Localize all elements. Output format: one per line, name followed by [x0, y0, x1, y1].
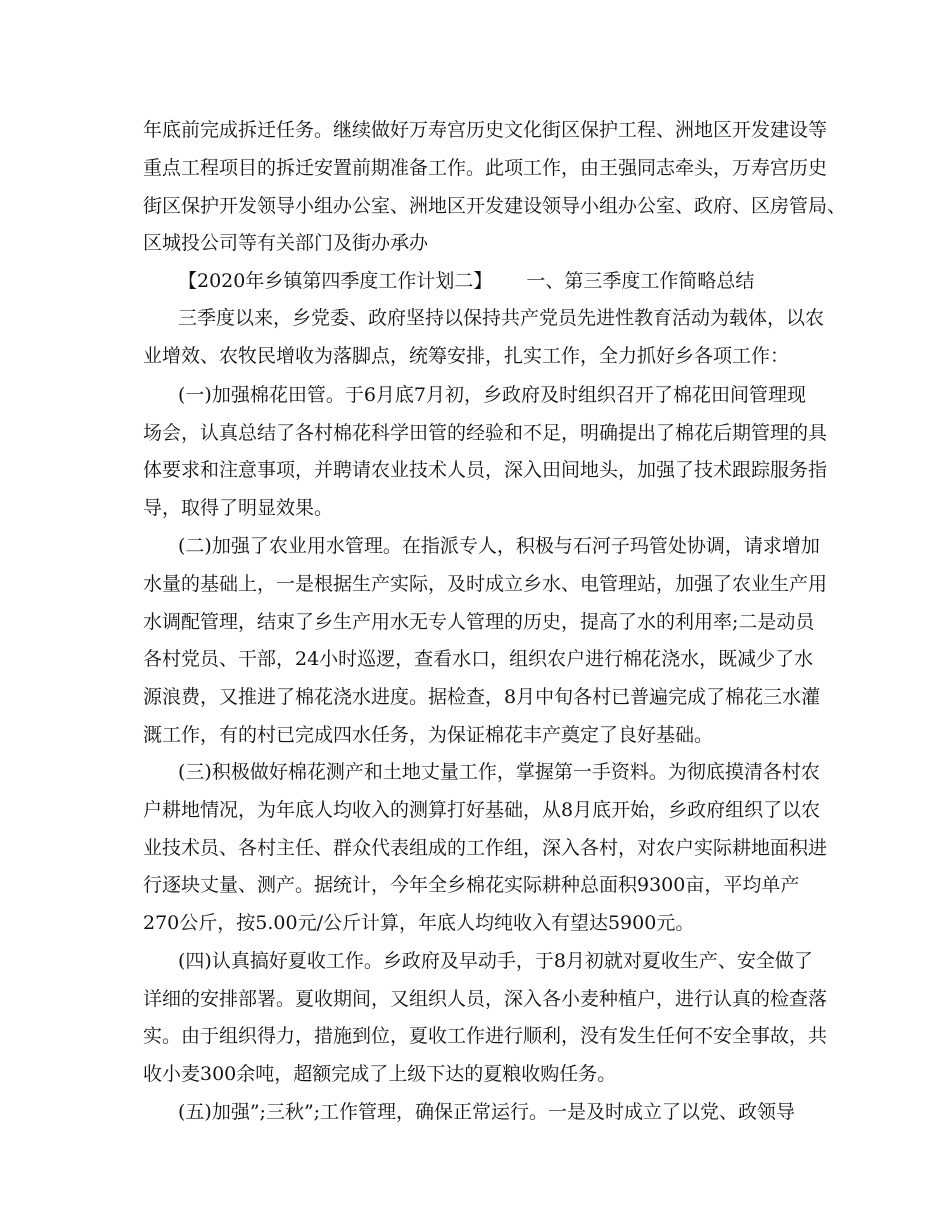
- section-heading: [178, 269, 754, 293]
- text-line: 户耕地情况，为年底人均收入的测算打好基础，从8月底开始，乡政府组织了以农: [143, 799, 821, 821]
- document-title: 【2020年乡镇第四季度工作计划二】: [178, 270, 493, 292]
- text-line: (三)积极做好棉花测产和土地丈量工作，掌握第一手资料。为彻底摸清各村农: [178, 761, 820, 783]
- text-line: (四)认真搞好夏收工作。乡政府及早动手，于8月初就对夏收生产、安全做了: [178, 950, 813, 972]
- text-line: 收小麦300余吨，超额完成了上级下达的夏粮收购任务。: [143, 1063, 617, 1085]
- text-line: 水量的基础上，一是根据生产实际，及时成立乡水、电管理站，加强了农业生产用: [143, 573, 828, 595]
- text-line: 业技术员、各村主任、群众代表组成的工作组，深入各村，对农户实际耕地面积进: [143, 837, 828, 859]
- text-line: 三季度以来，乡党委、政府坚持以保持共产党员先进性教育活动为载体，以农: [178, 307, 825, 329]
- text-line: 实。由于组织得力，措施到位，夏收工作进行顺利，没有发生任何不安全事故，共: [143, 1025, 828, 1047]
- text-line: 街区保护开发领导小组办公室、洲地区开发建设领导小组办公室、政府、区房管局、: [143, 195, 847, 217]
- text-line: 270公斤，按5.00元/公斤计算，年底人均纯收入有望达5900元。: [143, 912, 695, 934]
- text-line: 重点工程项目的拆迁安置前期准备工作。此项工作，由王强同志牵头，万寿宫历史: [143, 157, 828, 179]
- text-line: 各村党员、干部，24小时巡逻，查看水口，组织农户进行棉花浇水，既减少了水: [143, 648, 814, 670]
- section-title: 一、第三季度工作简略总结: [526, 270, 755, 292]
- text-line: 业增效、农牧民增收为落脚点，统筹安排，扎实工作，全力抓好乡各项工作：: [143, 345, 790, 367]
- text-line: (五)加强”;三秋”;工作管理，确保正常运行。一是及时成立了以党、政领导: [178, 1101, 796, 1123]
- text-line: (一)加强棉花田管。于6月底7月初，乡政府及时组织召开了棉花田间管理现: [178, 384, 807, 406]
- text-line: (二)加强了农业用水管理。在指派专人，积极与石河子玛管处协调，请求增加: [178, 535, 820, 557]
- text-line: 详细的安排部署。夏收期间，又组织人员，深入各小麦种植户，进行认真的检查落: [143, 988, 828, 1010]
- text-line: 区城投公司等有关部门及街办承办: [143, 232, 429, 254]
- text-line: 导，取得了明显效果。: [143, 497, 334, 519]
- text-line: 场会，认真总结了各村棉花科学田管的经验和不足，明确提出了棉花后期管理的具: [143, 422, 828, 444]
- text-line: 溉工作，有的村已完成四水任务，为保证棉花丰产奠定了良好基础。: [143, 724, 714, 746]
- text-line: 源浪费，又推进了棉花浇水进度。据检查，8月中旬各村已普遍完成了棉花三水灌: [143, 686, 821, 708]
- text-line: 水调配管理，结束了乡生产用水无专人管理的历史，提高了水的利用率;二是动员: [143, 611, 815, 633]
- text-line: 体要求和注意事项，并聘请农业技术人员，深入田间地头，加强了技术跟踪服务指: [143, 459, 828, 481]
- text-line: 年底前完成拆迁任务。继续做好万寿宫历史文化街区保护工程、洲地区开发建设等: [143, 119, 828, 141]
- text-line: 行逐块丈量、测产。据统计，今年全乡棉花实际耕种总面积9300亩，平均单产: [143, 874, 800, 896]
